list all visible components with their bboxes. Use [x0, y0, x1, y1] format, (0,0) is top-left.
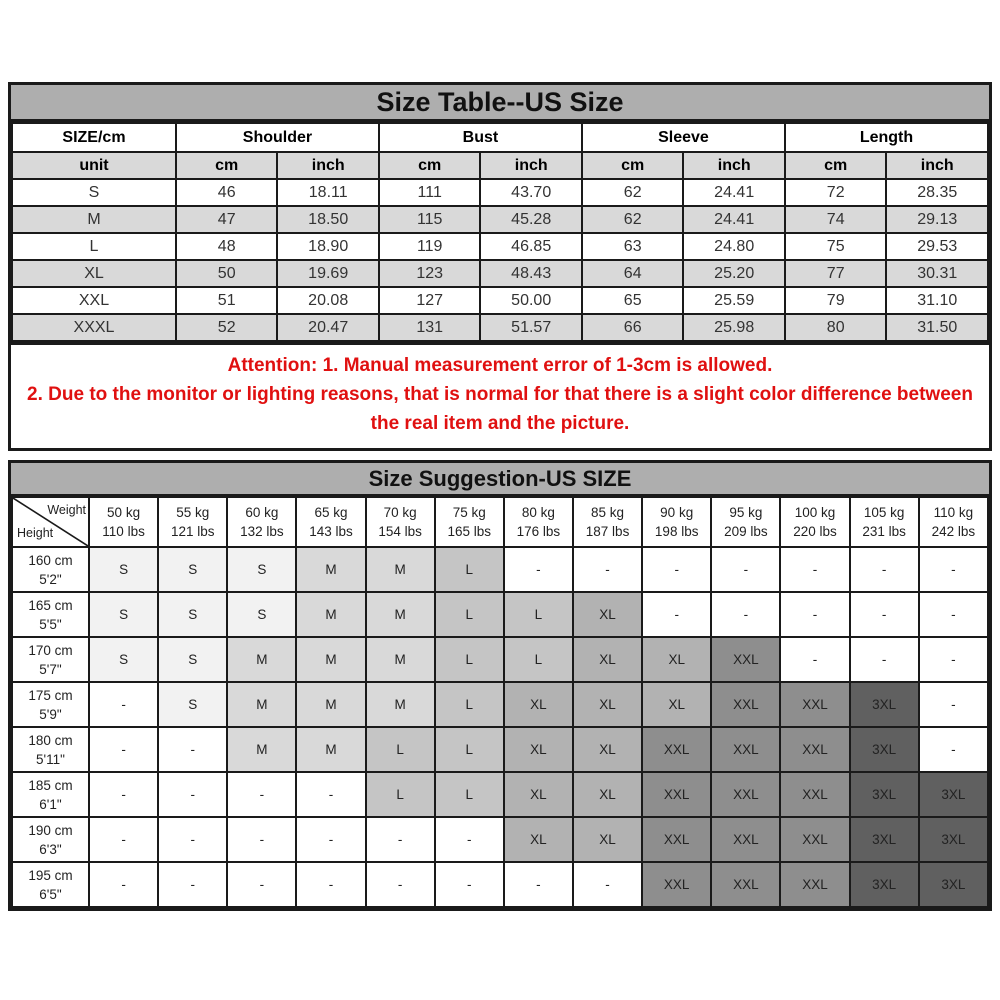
measurement-cell: 24.41 — [683, 179, 785, 206]
size-suggestion-cell: M — [296, 547, 365, 592]
weight-header — [435, 497, 504, 547]
size-label: M — [12, 206, 176, 233]
size-suggestion-cell: - — [89, 817, 158, 862]
size-suggestion-cell: - — [366, 862, 435, 907]
size-suggestion-cell: XL — [573, 817, 642, 862]
height-ft-label: 6'1" — [39, 796, 62, 812]
height-label — [12, 682, 89, 727]
size-suggestion-cell: - — [850, 637, 919, 682]
measurement-cell: 25.20 — [683, 260, 785, 287]
weight-lbs-label: 220 lbs — [793, 524, 837, 539]
height-cm-label: 165 cm — [28, 597, 73, 613]
measurement-cell: 48 — [176, 233, 278, 260]
weight-header — [780, 497, 849, 547]
size-suggestion-cell: L — [435, 682, 504, 727]
size-suggestion-cell: - — [89, 772, 158, 817]
suggestion-row — [12, 772, 988, 817]
size-suggestion-cell: - — [919, 682, 988, 727]
height-ft-label: 5'9" — [39, 706, 62, 722]
size-suggestion-cell: - — [642, 547, 711, 592]
measurement-cell: 115 — [379, 206, 481, 233]
column-group-header: Length — [785, 123, 988, 152]
weight-lbs-label: 198 lbs — [654, 524, 699, 539]
size-table-panel — [8, 82, 992, 451]
corner-cell — [12, 497, 89, 547]
weight-kg-label: 105 kg — [863, 505, 905, 520]
column-group-header: SIZE/cm — [12, 123, 176, 152]
weight-kg-label: 65 kg — [314, 505, 348, 520]
weight-kg-label: 85 kg — [591, 505, 625, 520]
measurement-cell: 50 — [176, 260, 278, 287]
size-suggestion-cell: 3XL — [850, 862, 919, 907]
measurement-cell: 50.00 — [480, 287, 582, 314]
unit-header: inch — [480, 152, 582, 179]
measurement-cell: 48.43 — [480, 260, 582, 287]
attention-line-1: Attention: 1. Manual measurement error of 1-3cm is allowed. — [227, 355, 773, 376]
size-suggestion-cell: - — [296, 817, 365, 862]
size-suggestion-cell: L — [504, 592, 573, 637]
measurement-cell: 47 — [176, 206, 278, 233]
size-suggestion-cell: - — [642, 592, 711, 637]
size-table — [11, 122, 989, 342]
measurement-cell: 111 — [379, 179, 481, 206]
size-suggestion-cell: XXL — [711, 817, 780, 862]
size-suggestion-cell: XL — [573, 682, 642, 727]
size-suggestion-cell: XL — [573, 637, 642, 682]
size-suggestion-cell: - — [919, 592, 988, 637]
unit-header: cm — [379, 152, 481, 179]
column-group-header: Sleeve — [582, 123, 785, 152]
measurement-cell: 31.50 — [886, 314, 988, 341]
weight-header — [158, 497, 227, 547]
measurement-cell: 62 — [582, 206, 684, 233]
size-row — [12, 179, 988, 206]
weight-kg-label: 50 kg — [107, 505, 141, 520]
height-ft-label: 5'5" — [39, 616, 62, 632]
weight-kg-label: 95 kg — [729, 505, 763, 520]
measurement-cell: 18.50 — [277, 206, 379, 233]
measurement-cell: 20.47 — [277, 314, 379, 341]
measurement-cell: 119 — [379, 233, 481, 260]
size-suggestion-cell: L — [366, 727, 435, 772]
unit-header: cm — [176, 152, 278, 179]
size-suggestion-cell: XL — [504, 772, 573, 817]
measurement-cell: 24.80 — [683, 233, 785, 260]
size-suggestion-cell: - — [504, 862, 573, 907]
size-suggestion-cell: - — [711, 547, 780, 592]
size-suggestion-cell: XXL — [780, 862, 849, 907]
size-suggestion-cell: M — [366, 637, 435, 682]
weight-lbs-label: 143 lbs — [309, 524, 353, 539]
weight-kg-label: 110 kg — [933, 505, 974, 520]
size-suggestion-cell: XXL — [642, 727, 711, 772]
measurement-cell: 62 — [582, 179, 684, 206]
height-ft-label: 5'7" — [39, 661, 62, 677]
size-suggestion-cell: - — [89, 682, 158, 727]
size-suggestion-cell: - — [158, 772, 227, 817]
size-suggestion-cell: - — [89, 862, 158, 907]
size-suggestion-cell: S — [158, 682, 227, 727]
size-suggestion-cell: M — [227, 682, 296, 727]
size-suggestion-panel — [8, 460, 992, 911]
measurement-cell: 25.98 — [683, 314, 785, 341]
unit-header: cm — [582, 152, 684, 179]
size-suggestion-cell: M — [366, 547, 435, 592]
size-suggestion-cell: 3XL — [850, 727, 919, 772]
size-suggestion-cell: 3XL — [850, 772, 919, 817]
size-suggestion-cell: S — [227, 592, 296, 637]
size-suggestion-cell: - — [850, 592, 919, 637]
measurement-cell: 28.35 — [886, 179, 988, 206]
size-suggestion-cell: - — [573, 547, 642, 592]
unit-header: cm — [785, 152, 887, 179]
size-suggestion-cell: - — [227, 862, 296, 907]
size-label: L — [12, 233, 176, 260]
size-row — [12, 206, 988, 233]
suggestion-row — [12, 727, 988, 772]
measurement-cell: 25.59 — [683, 287, 785, 314]
size-suggestion-cell: XXL — [711, 727, 780, 772]
height-label — [12, 637, 89, 682]
size-suggestion-cell: XXL — [780, 727, 849, 772]
height-cm-label: 185 cm — [28, 777, 73, 793]
size-suggestion-cell: - — [435, 862, 504, 907]
size-suggestion-cell: 3XL — [850, 682, 919, 727]
weight-lbs-label: 165 lbs — [447, 524, 492, 539]
size-suggestion-cell: XXL — [711, 637, 780, 682]
weight-lbs-label: 121 lbs — [170, 524, 215, 539]
size-suggestion-cell: - — [780, 637, 849, 682]
height-cm-label: 175 cm — [28, 687, 73, 703]
measurement-cell: 80 — [785, 314, 887, 341]
size-suggestion-cell: XXL — [642, 817, 711, 862]
height-label — [12, 547, 89, 592]
size-suggestion-cell: XXL — [711, 862, 780, 907]
attention-line-2: 2. Due to the monitor or lighting reasons, that is normal for that there is a slight color difference between the real item and the picture. — [27, 384, 973, 434]
measurement-cell: 18.11 — [277, 179, 379, 206]
measurement-cell: 77 — [785, 260, 887, 287]
measurement-cell: 74 — [785, 206, 887, 233]
weight-kg-label: 75 kg — [452, 505, 486, 520]
size-suggestion-cell: M — [366, 682, 435, 727]
measurement-cell: 31.10 — [886, 287, 988, 314]
weight-header — [850, 497, 919, 547]
size-suggestion-cell: L — [435, 637, 504, 682]
height-label — [12, 817, 89, 862]
weight-header — [504, 497, 573, 547]
size-suggestion-cell: XL — [504, 682, 573, 727]
size-suggestion-cell: XXL — [711, 772, 780, 817]
measurement-cell: 18.90 — [277, 233, 379, 260]
size-suggestion-cell: - — [919, 637, 988, 682]
size-table-unit-row — [12, 152, 988, 179]
size-suggestion-cell: XL — [642, 637, 711, 682]
size-suggestion-cell: S — [89, 547, 158, 592]
weight-kg-label: 70 kg — [383, 505, 417, 520]
measurement-cell: 45.28 — [480, 206, 582, 233]
size-suggestion-cell: - — [296, 772, 365, 817]
measurement-cell: 64 — [582, 260, 684, 287]
size-suggestion-title: Size Suggestion-US SIZE — [11, 463, 989, 496]
weight-lbs-label: 231 lbs — [862, 524, 906, 539]
size-suggestion-cell: L — [435, 727, 504, 772]
height-ft-label: 6'3" — [39, 841, 62, 857]
size-suggestion-cell: - — [504, 547, 573, 592]
size-suggestion-cell: - — [850, 547, 919, 592]
weight-header — [366, 497, 435, 547]
measurement-cell: 52 — [176, 314, 278, 341]
measurement-cell: 66 — [582, 314, 684, 341]
unit-header: inch — [886, 152, 988, 179]
size-suggestion-cell: L — [435, 547, 504, 592]
weight-header — [89, 497, 158, 547]
corner-height-label: Height — [17, 526, 54, 540]
size-suggestion-cell: XXL — [642, 772, 711, 817]
measurement-cell: 51.57 — [480, 314, 582, 341]
measurement-cell: 29.13 — [886, 206, 988, 233]
size-suggestion-cell: XL — [573, 592, 642, 637]
size-suggestion-cell: XXL — [780, 817, 849, 862]
attention-box — [11, 342, 989, 448]
measurement-cell: 75 — [785, 233, 887, 260]
size-row — [12, 233, 988, 260]
weight-kg-label: 80 kg — [521, 505, 555, 520]
measurement-cell: 63 — [582, 233, 684, 260]
measurement-cell: 79 — [785, 287, 887, 314]
measurement-cell: 24.41 — [683, 206, 785, 233]
size-suggestion-cell: M — [296, 727, 365, 772]
measurement-cell: 127 — [379, 287, 481, 314]
height-label — [12, 727, 89, 772]
size-suggestion-cell: XL — [642, 682, 711, 727]
unit-header: unit — [12, 152, 176, 179]
measurement-cell: 123 — [379, 260, 481, 287]
size-label: XXXL — [12, 314, 176, 341]
measurement-cell: 72 — [785, 179, 887, 206]
size-row — [12, 260, 988, 287]
unit-header: inch — [277, 152, 379, 179]
measurement-cell: 43.70 — [480, 179, 582, 206]
size-label: S — [12, 179, 176, 206]
size-suggestion-cell: 3XL — [919, 862, 988, 907]
size-suggestion-cell: XXL — [642, 862, 711, 907]
size-label: XXL — [12, 287, 176, 314]
size-suggestion-cell: - — [296, 862, 365, 907]
size-suggestion-cell: L — [435, 772, 504, 817]
height-cm-label: 180 cm — [28, 732, 73, 748]
suggestion-row — [12, 637, 988, 682]
size-table-group-header-row — [12, 123, 988, 152]
size-suggestion-cell: - — [227, 772, 296, 817]
suggestion-row — [12, 682, 988, 727]
size-suggestion-cell: M — [227, 637, 296, 682]
size-suggestion-cell: L — [504, 637, 573, 682]
weight-header — [711, 497, 780, 547]
size-suggestion-cell: - — [919, 547, 988, 592]
size-suggestion-cell: S — [227, 547, 296, 592]
measurement-cell: 19.69 — [277, 260, 379, 287]
suggestion-row — [12, 547, 988, 592]
weight-header — [642, 497, 711, 547]
weight-header — [296, 497, 365, 547]
size-suggestion-cell: - — [158, 817, 227, 862]
size-suggestion-cell: S — [89, 592, 158, 637]
measurement-cell: 29.53 — [886, 233, 988, 260]
size-suggestion-cell: M — [296, 682, 365, 727]
weight-lbs-label: 154 lbs — [378, 524, 422, 539]
size-row — [12, 287, 988, 314]
size-suggestion-cell: S — [158, 592, 227, 637]
weight-lbs-label: 176 lbs — [516, 524, 561, 539]
height-label — [12, 862, 89, 907]
weight-lbs-label: 187 lbs — [585, 524, 630, 539]
size-suggestion-cell: S — [158, 547, 227, 592]
height-cm-label: 160 cm — [28, 552, 73, 568]
size-suggestion-cell: S — [89, 637, 158, 682]
height-cm-label: 195 cm — [28, 867, 73, 883]
size-suggestion-cell: 3XL — [919, 772, 988, 817]
size-suggestion-cell: XXL — [780, 682, 849, 727]
size-suggestion-cell: M — [296, 637, 365, 682]
size-suggestion-cell: - — [366, 817, 435, 862]
measurement-cell: 46.85 — [480, 233, 582, 260]
unit-header: inch — [683, 152, 785, 179]
suggestion-row — [12, 592, 988, 637]
height-cm-label: 170 cm — [28, 642, 73, 658]
column-group-header: Shoulder — [176, 123, 379, 152]
measurement-cell: 131 — [379, 314, 481, 341]
size-suggestion-cell: - — [780, 592, 849, 637]
size-suggestion-cell: - — [919, 727, 988, 772]
suggestion-row — [12, 862, 988, 907]
measurement-cell: 30.31 — [886, 260, 988, 287]
column-group-header: Bust — [379, 123, 582, 152]
measurement-cell: 51 — [176, 287, 278, 314]
measurement-cell: 65 — [582, 287, 684, 314]
height-ft-label: 5'2" — [39, 571, 62, 587]
size-suggestion-cell: XXL — [711, 682, 780, 727]
height-label — [12, 592, 89, 637]
size-suggestion-cell: XL — [573, 772, 642, 817]
size-suggestion-cell: S — [158, 637, 227, 682]
height-ft-label: 6'5" — [39, 886, 62, 902]
size-suggestion-cell: - — [711, 592, 780, 637]
size-suggestion-cell: - — [227, 817, 296, 862]
size-suggestion-cell: M — [366, 592, 435, 637]
height-label — [12, 772, 89, 817]
weight-kg-label: 55 kg — [176, 505, 210, 520]
size-suggestion-cell: - — [780, 547, 849, 592]
size-suggestion-cell: - — [89, 727, 158, 772]
weight-lbs-label: 209 lbs — [724, 524, 768, 539]
weight-lbs-label: 132 lbs — [240, 524, 284, 539]
height-cm-label: 190 cm — [28, 822, 73, 838]
size-suggestion-cell: XL — [573, 727, 642, 772]
measurement-cell: 20.08 — [277, 287, 379, 314]
size-suggestion-cell: L — [435, 592, 504, 637]
corner-weight-label: Weight — [47, 503, 86, 517]
size-suggestion-cell: M — [296, 592, 365, 637]
weight-header-row — [12, 497, 988, 547]
measurement-cell: 46 — [176, 179, 278, 206]
size-suggestion-cell: - — [435, 817, 504, 862]
size-suggestion-cell: 3XL — [919, 817, 988, 862]
size-suggestion-cell: XL — [504, 727, 573, 772]
weight-kg-label: 90 kg — [660, 505, 694, 520]
weight-kg-label: 60 kg — [245, 505, 279, 520]
size-suggestion-cell: M — [227, 727, 296, 772]
height-ft-label: 5'11" — [36, 751, 65, 767]
size-row — [12, 314, 988, 341]
size-suggestion-table — [11, 496, 989, 908]
weight-header — [227, 497, 296, 547]
size-suggestion-cell: - — [158, 862, 227, 907]
size-suggestion-cell: - — [158, 727, 227, 772]
weight-lbs-label: 242 lbs — [931, 524, 976, 539]
size-suggestion-cell: XL — [504, 817, 573, 862]
suggestion-row — [12, 817, 988, 862]
size-suggestion-cell: - — [573, 862, 642, 907]
weight-header — [573, 497, 642, 547]
weight-kg-label: 100 kg — [794, 505, 836, 520]
size-suggestion-cell: 3XL — [850, 817, 919, 862]
size-suggestion-cell: L — [366, 772, 435, 817]
size-suggestion-body — [12, 547, 988, 907]
size-table-body — [12, 179, 988, 341]
size-label: XL — [12, 260, 176, 287]
weight-lbs-label: 110 lbs — [102, 524, 145, 539]
size-suggestion-cell: XXL — [780, 772, 849, 817]
size-table-title: Size Table--US Size — [11, 85, 989, 122]
weight-header — [919, 497, 988, 547]
